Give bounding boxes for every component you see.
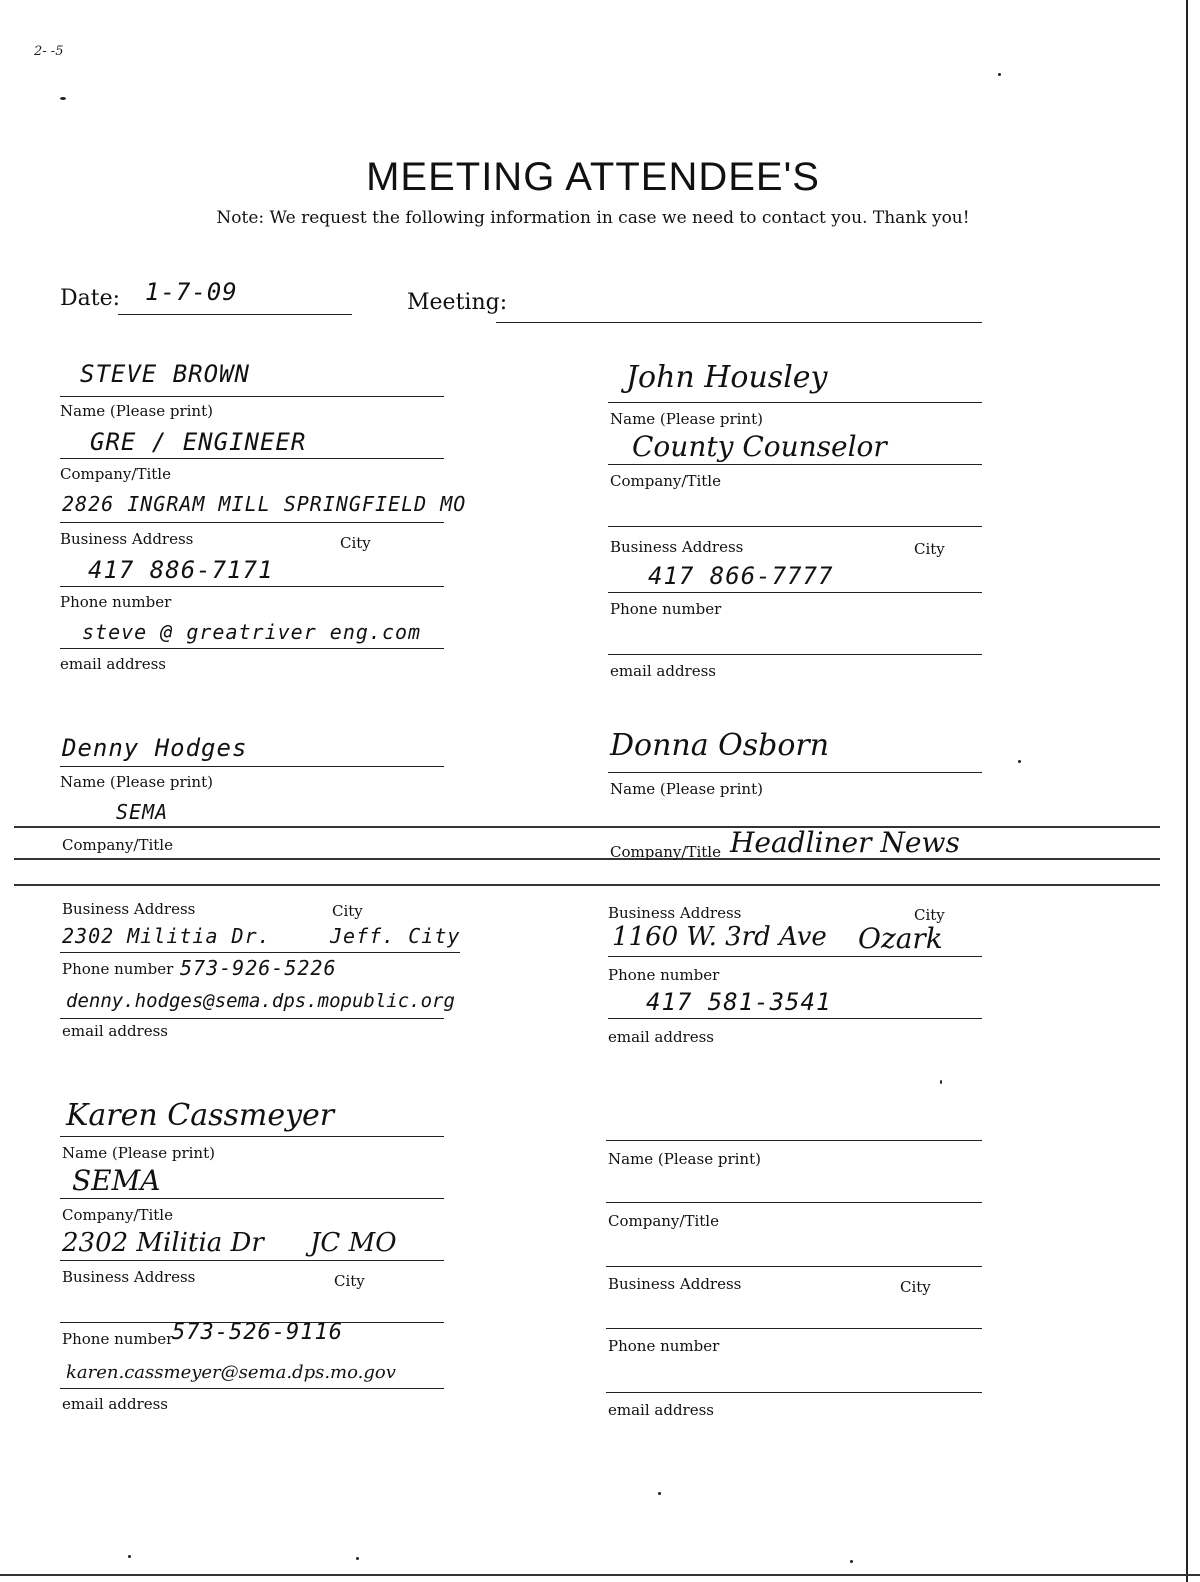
city-label: City <box>334 1272 365 1290</box>
name-label: Name (Please print) <box>608 1150 761 1168</box>
city-label: City <box>332 902 363 920</box>
attendee-address-value: 2302 Militia Dr <box>62 1228 264 1258</box>
attendee-city-value: Ozark <box>858 922 943 955</box>
name-label: Name (Please print) <box>610 780 763 798</box>
divider-rule <box>14 884 1160 886</box>
date-label: Date: <box>60 286 121 311</box>
attendee-name-value: Donna Osborn <box>610 728 830 763</box>
field-line <box>606 1392 982 1393</box>
phone-label: Phone number <box>608 966 720 984</box>
speck <box>940 1080 942 1084</box>
city-label: City <box>914 540 945 558</box>
field-line <box>60 1388 444 1389</box>
name-label: Name (Please print) <box>60 402 213 420</box>
attendee-address-value: 1160 W. 3rd Ave <box>612 922 827 952</box>
attendee-email-value: steve @ greatriver eng.com <box>82 620 422 644</box>
company-label: Company/Title <box>60 465 171 483</box>
field-line <box>60 766 444 767</box>
attendee-city-value: JC MO <box>310 1228 397 1258</box>
speck <box>658 1492 661 1495</box>
attendee-phone-value: 573-926-5226 <box>180 956 337 980</box>
date-line <box>118 314 352 315</box>
field-line <box>608 654 982 655</box>
attendee-city-value: Jeff. City <box>330 924 461 948</box>
email-label: email address <box>60 655 166 673</box>
speck <box>128 1555 131 1558</box>
address-label: Business Address <box>62 1268 196 1286</box>
date-value: 1-7-09 <box>145 278 238 306</box>
attendee-name-value: Denny Hodges <box>62 734 248 762</box>
field-line <box>608 772 982 773</box>
attendee-phone-value: 417 886-7171 <box>88 556 274 584</box>
field-line <box>60 1198 444 1199</box>
field-line <box>608 1018 982 1019</box>
field-line <box>60 396 444 397</box>
speck <box>356 1557 359 1560</box>
field-line <box>60 952 460 953</box>
email-label: email address <box>62 1022 168 1040</box>
field-line <box>606 1328 982 1329</box>
attendee-address-value: 2302 Militia Dr. <box>62 924 271 948</box>
corner-marks: 2- -5 <box>34 44 64 59</box>
company-label: Company/Title <box>62 836 173 854</box>
page-edge-bottom <box>0 1574 1200 1576</box>
attendee-email-value: karen.cassmeyer@sema.dps.mo.gov <box>66 1362 396 1383</box>
email-label: email address <box>62 1395 168 1413</box>
phone-label: Phone number <box>62 1330 174 1348</box>
address-label: Business Address <box>60 530 194 548</box>
attendee-company-value: GRE / ENGINEER <box>90 428 307 456</box>
attendee-address-value: 2826 INGRAM MILL SPRINGFIELD MO <box>62 492 467 516</box>
divider-rule <box>14 826 1160 828</box>
attendee-phone-value: 417 581-3541 <box>646 988 832 1016</box>
phone-label: Phone number <box>608 1337 720 1355</box>
page-edge-right <box>1186 0 1188 1582</box>
field-line <box>60 1018 444 1019</box>
page-title: MEETING ATTENDEE'S <box>366 155 820 199</box>
phone-label: Phone number <box>62 960 174 978</box>
name-label: Name (Please print) <box>62 1144 215 1162</box>
company-label: Company/Title <box>610 843 721 861</box>
attendee-name-value: John Housley <box>626 360 828 395</box>
field-line <box>60 458 444 459</box>
field-line <box>606 1202 982 1203</box>
attendee-name-value: Karen Cassmeyer <box>66 1098 335 1133</box>
address-label: Business Address <box>62 900 196 918</box>
field-line <box>608 402 982 403</box>
attendee-company-value: Headliner News <box>730 826 960 859</box>
email-label: email address <box>608 1028 714 1046</box>
field-line <box>608 592 982 593</box>
address-label: Business Address <box>608 904 742 922</box>
request-note: Note: We request the following information in case we need to contact you. Thank you! <box>216 208 970 228</box>
field-line <box>606 1266 982 1267</box>
attendee-name-value: STEVE BROWN <box>80 360 250 388</box>
speck <box>998 73 1001 76</box>
attendee-company-value: County Counselor <box>632 430 887 463</box>
phone-label: Phone number <box>60 593 172 611</box>
field-line <box>606 1140 982 1141</box>
email-label: email address <box>608 1401 714 1419</box>
company-label: Company/Title <box>610 472 721 490</box>
field-line <box>608 464 982 465</box>
field-line <box>60 1136 444 1137</box>
speck <box>60 97 66 100</box>
attendee-phone-value: 573-526-9116 <box>172 1320 343 1345</box>
phone-label: Phone number <box>610 600 722 618</box>
divider-rule <box>14 858 1160 860</box>
field-line <box>608 526 982 527</box>
address-label: Business Address <box>610 538 744 556</box>
attendee-email-value: denny.hodges@sema.dps.mopublic.org <box>66 990 455 1012</box>
field-line <box>60 1260 444 1261</box>
name-label: Name (Please print) <box>60 773 213 791</box>
attendee-phone-value: 417 866-7777 <box>648 562 834 590</box>
company-label: Company/Title <box>608 1212 719 1230</box>
address-label: Business Address <box>608 1275 742 1293</box>
meeting-line <box>496 322 982 323</box>
city-label: City <box>900 1278 931 1296</box>
city-label: City <box>914 906 945 924</box>
attendee-company-value: SEMA <box>116 800 169 824</box>
field-line <box>60 586 444 587</box>
city-label: City <box>340 534 371 552</box>
field-line <box>608 956 982 957</box>
field-line <box>60 522 444 523</box>
speck <box>1018 760 1021 763</box>
company-label: Company/Title <box>62 1206 173 1224</box>
attendee-company-value: SEMA <box>72 1164 161 1197</box>
name-label: Name (Please print) <box>610 410 763 428</box>
field-line <box>60 648 444 649</box>
meeting-label: Meeting: <box>407 290 508 315</box>
email-label: email address <box>610 662 716 680</box>
speck <box>850 1560 853 1563</box>
